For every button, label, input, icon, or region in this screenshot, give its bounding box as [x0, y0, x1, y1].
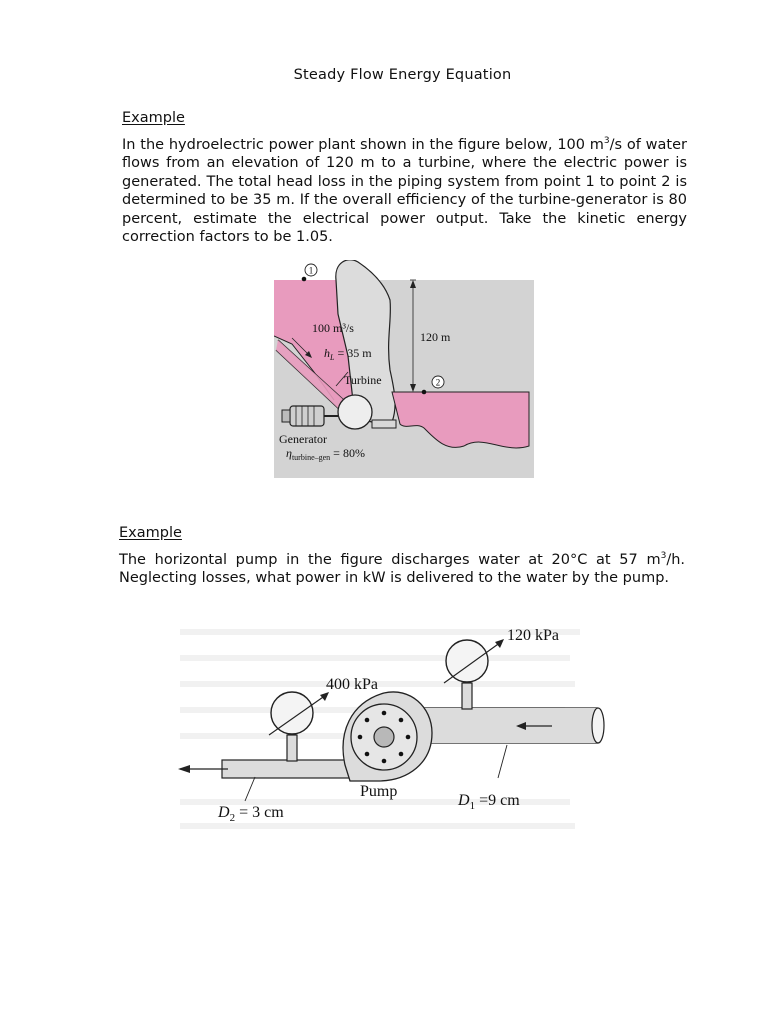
efficiency-symbol: η: [286, 446, 292, 460]
inlet-diameter-label: [457, 792, 520, 812]
turbine-label: Turbine: [344, 373, 382, 387]
turbine-body: [338, 395, 372, 429]
pump-figure: [170, 615, 610, 830]
d2-subscript: 2: [229, 812, 236, 824]
point-2-marker: [422, 390, 427, 395]
superscript: 3: [603, 136, 610, 146]
d2-symbol: D: [218, 804, 230, 821]
outlet-arrow-head: [178, 765, 190, 773]
pump-hub: [374, 727, 394, 747]
head-loss-value: = 35 m: [334, 346, 372, 360]
point-1-label: 1: [308, 265, 314, 276]
example-2-heading: Example: [119, 525, 182, 541]
outlet-diameter-label: [217, 804, 284, 824]
d2-leader-line: [245, 777, 255, 801]
example-2-text-part-1: The horizontal pump in the figure discharges water at 20°C at 57 m: [119, 552, 661, 568]
efficiency-value: = 80%: [330, 446, 365, 460]
d1-symbol: D: [458, 792, 470, 809]
outlet-gauge-needle-tip: [320, 692, 329, 701]
inlet-gauge-stem: [462, 683, 472, 709]
outlet-gauge-stem: [287, 735, 297, 761]
example-1-text-part-1: In the hydroelectric power plant shown in the figure below, 100 m: [122, 137, 604, 153]
inlet-gauge-needle-tip: [495, 639, 504, 648]
example-1-text-part-2: /s of water flows from an elevation of 120 m to a turbine, where the electric power is generated. The total head loss in the piping system from point 1 to point 2 is determined to be 35 m. If the overall efficiency of the turbine-generator is 80 percent, estimate the electrical power output. Take the kinetic energy correction factors to be 1.05.: [122, 137, 687, 246]
flow-rate-label: 100 m³/s: [312, 321, 354, 335]
example-2-text-part-2: /h. Neglecting losses, what power in kW is delivered to the water by the pump.: [119, 552, 685, 587]
hydroelectric-plant-figure: [274, 260, 534, 478]
example-1-text: [122, 136, 687, 246]
generator-body: [290, 406, 324, 426]
d2-value: = 3 cm: [235, 804, 284, 821]
point-2-label: 2: [435, 377, 441, 388]
d1-value: =9 cm: [475, 792, 520, 809]
d1-leader-line: [498, 745, 507, 778]
height-label: 120 m: [420, 330, 451, 344]
generator-label: Generator: [279, 432, 327, 446]
d1-subscript: 1: [469, 800, 476, 812]
inlet-pipe-fill: [410, 708, 598, 743]
example-2-text: [119, 551, 685, 588]
superscript: 3: [660, 551, 667, 561]
inlet-pipe-end: [592, 708, 604, 743]
inlet-pressure-label: 120 kPa: [507, 627, 559, 644]
page-title: Steady Flow Energy Equation: [293, 67, 512, 83]
inlet-pressure-gauge: [446, 640, 488, 682]
example-1-heading: Example: [122, 110, 185, 126]
efficiency-subscript: turbine–gen: [291, 453, 331, 462]
outlet-pressure-label: 400 kPa: [326, 676, 378, 693]
head-loss-subscript: L: [330, 353, 335, 362]
generator-cap: [282, 410, 290, 422]
draft-tube: [372, 420, 396, 428]
point-1-marker: [302, 277, 307, 282]
pump-label: Pump: [360, 783, 398, 800]
outlet-pipe: [222, 760, 352, 778]
head-loss-symbol: h: [324, 346, 330, 360]
outlet-pressure-gauge: [271, 692, 313, 734]
